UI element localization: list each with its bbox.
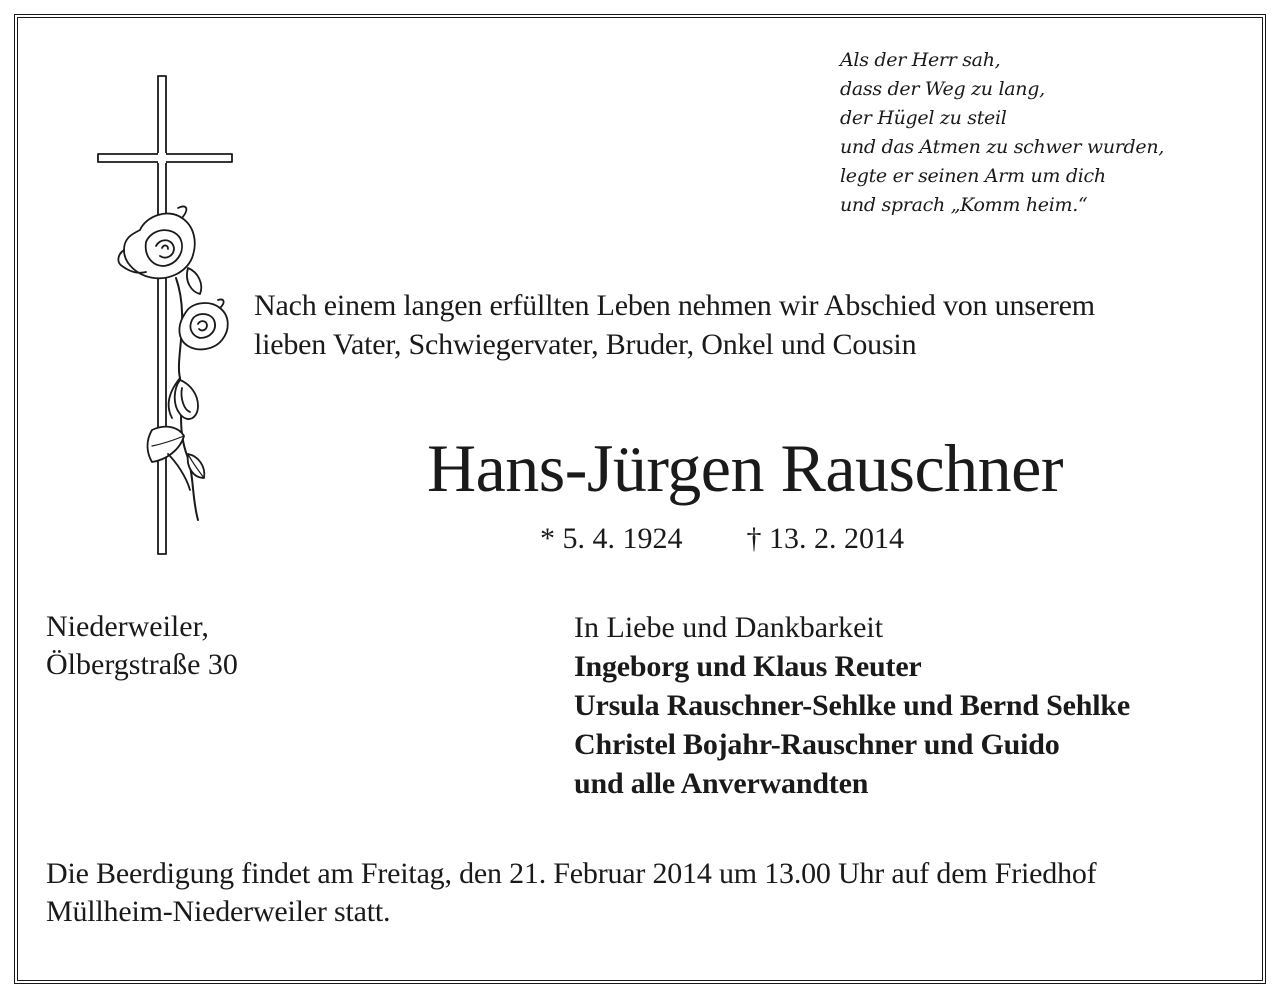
mourners [574,608,1130,803]
intro-line: Nach einem langen erfüllten Leben nehmen wir Abschied von unserem [254,289,1095,322]
address-line: Ölbergstraße 30 [46,648,238,681]
death-date: † 13. 2. 2014 [746,522,904,555]
mourner-name: und alle Anverwandten [574,767,869,800]
poem-line: dass der Weg zu lang, [840,78,1045,100]
address [46,608,238,684]
poem-line: Als der Herr sah, [840,49,1001,71]
intro-line: lieben Vater, Schwiegervater, Bruder, Onkel und Cousin [254,328,917,361]
mourner-name: Ursula Rauschner-Sehlke und Bernd Sehlke [574,689,1130,722]
cross-with-roses-icon [80,58,250,558]
deceased-name: Hans-Jürgen Rauschner [427,430,1063,506]
mourners-greeting: In Liebe und Dankbarkeit [574,611,884,644]
poem-line: der Hügel zu steil [840,107,1007,129]
poem-line: und das Atmen zu schwer wurden, [840,136,1165,158]
funeral-line: Müllheim-Niederweiler statt. [46,895,391,928]
life-dates [540,519,904,559]
mourners-names [574,647,1130,803]
mourner-name: Ingeborg und Klaus Reuter [574,650,922,683]
poem-line: und sprach „Komm heim.“ [840,194,1088,216]
funeral-line: Die Beerdigung findet am Freitag, den 21. Februar 2014 um 13.00 Uhr auf dem Friedhof [46,857,1097,890]
birth-date: * 5. 4. 1924 [540,522,683,555]
poem-line: legte er seinen Arm um dich [840,165,1106,187]
intro-text [254,286,1244,364]
poem [840,46,1240,220]
mourner-name: Christel Bojahr-Rauschner und Guido [574,728,1060,761]
funeral-notice [46,855,1246,931]
address-line: Niederweiler, [46,610,209,643]
